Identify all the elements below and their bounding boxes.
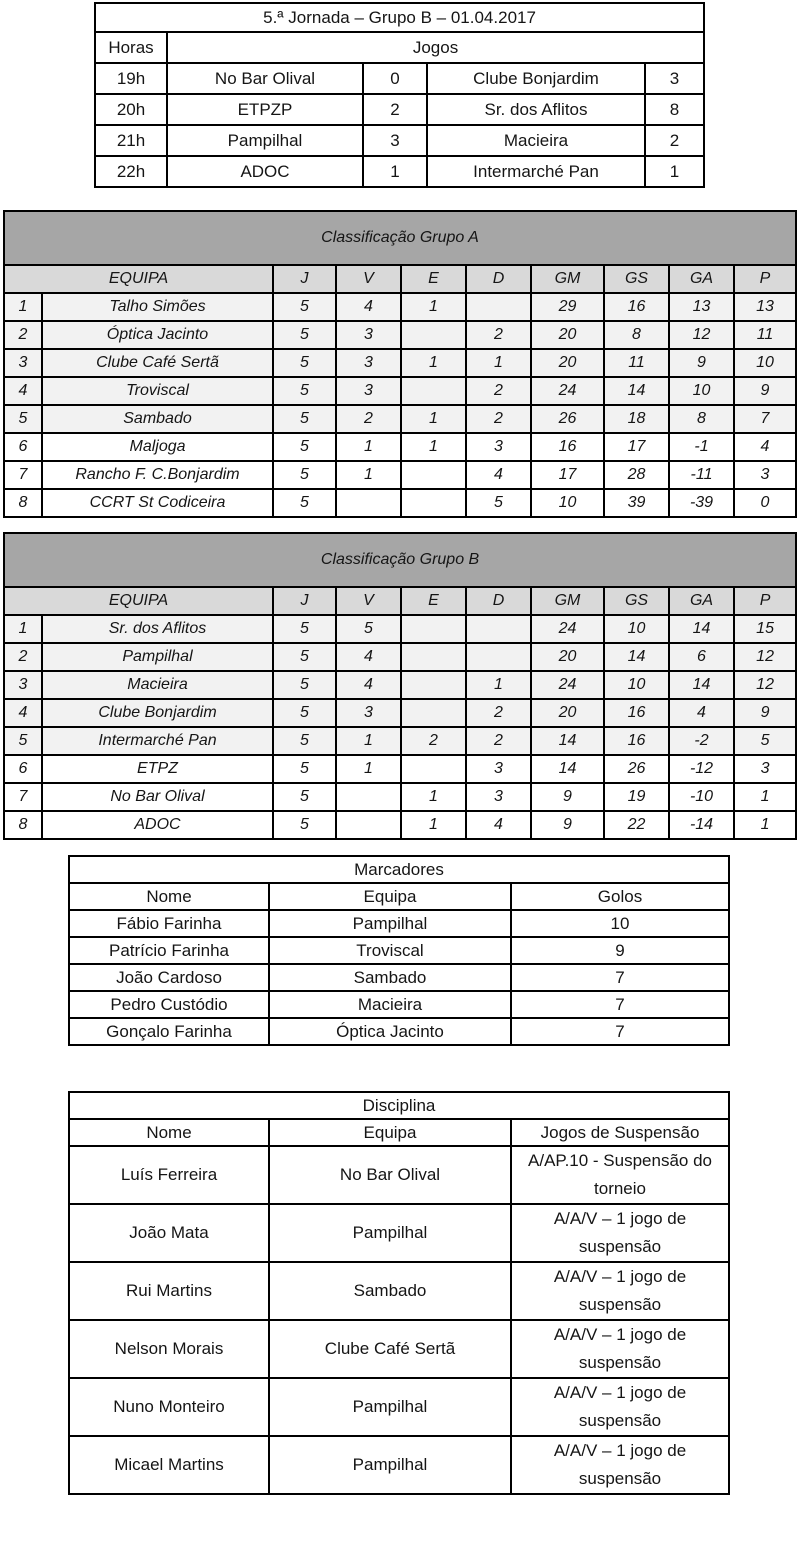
header-j: J [273, 587, 336, 615]
draws-cell [401, 615, 466, 643]
position-cell: 7 [4, 783, 42, 811]
player-name-cell: Nuno Monteiro [69, 1378, 269, 1436]
header-e: E [401, 587, 466, 615]
losses-cell: 2 [466, 377, 531, 405]
losses-cell: 3 [466, 433, 531, 461]
header-e: E [401, 265, 466, 293]
match-time-cell: 20h [95, 94, 167, 125]
played-cell: 5 [273, 783, 336, 811]
team-cell: Clube Café Sertã [42, 349, 273, 377]
suspension-text: A/AP.10 - Suspensão do torneio [528, 1151, 713, 1198]
losses-cell: 3 [466, 783, 531, 811]
position-cell: 8 [4, 811, 42, 839]
draws-cell [401, 321, 466, 349]
goals-for-cell: 20 [531, 699, 604, 727]
player-team-cell: Óptica Jacinto [269, 1018, 511, 1045]
goals-for-cell: 17 [531, 461, 604, 489]
away-score-cell: 1 [645, 156, 704, 187]
header-d: D [466, 587, 531, 615]
header-gs: GS [604, 587, 669, 615]
standings-row [4, 293, 796, 321]
player-name-cell: Rui Martins [69, 1262, 269, 1320]
goals-cell: 7 [511, 1018, 729, 1045]
player-name-cell: Micael Martins [69, 1436, 269, 1494]
scorer-row [69, 964, 729, 991]
team-cell: Talho Simões [42, 293, 273, 321]
standings-row [4, 405, 796, 433]
player-name-cell: João Cardoso [69, 964, 269, 991]
standings-row [4, 783, 796, 811]
header-equipa: EQUIPA [4, 587, 273, 615]
group-a-header-row [4, 265, 796, 293]
played-cell: 5 [273, 377, 336, 405]
losses-cell: 2 [466, 321, 531, 349]
goal-diff-cell: 14 [669, 615, 734, 643]
away-team-cell: Macieira [427, 125, 645, 156]
draws-cell [401, 755, 466, 783]
goals-against-cell: 22 [604, 811, 669, 839]
scorers-table [68, 855, 730, 1046]
discipline-row [69, 1378, 729, 1436]
losses-cell: 1 [466, 671, 531, 699]
goals-against-cell: 14 [604, 643, 669, 671]
suspension-cell [511, 1320, 729, 1378]
goal-diff-cell: -1 [669, 433, 734, 461]
points-cell: 1 [734, 811, 796, 839]
played-cell: 5 [273, 293, 336, 321]
fixtures-table [94, 2, 705, 188]
draws-cell: 1 [401, 783, 466, 811]
goals-against-cell: 26 [604, 755, 669, 783]
team-cell: Óptica Jacinto [42, 321, 273, 349]
losses-cell: 4 [466, 811, 531, 839]
player-name-cell: Pedro Custódio [69, 991, 269, 1018]
draws-cell [401, 377, 466, 405]
home-score-cell: 2 [363, 94, 427, 125]
header-jogos: Jogos [167, 32, 704, 63]
group-b-header-row [4, 587, 796, 615]
position-cell: 2 [4, 321, 42, 349]
position-cell: 5 [4, 727, 42, 755]
header-ga: GA [669, 587, 734, 615]
match-time-cell: 21h [95, 125, 167, 156]
suspension-cell [511, 1204, 729, 1262]
scorer-row [69, 991, 729, 1018]
goal-diff-cell: -2 [669, 727, 734, 755]
goals-against-cell: 16 [604, 727, 669, 755]
wins-cell [336, 783, 401, 811]
scorers-header-row [69, 883, 729, 910]
position-cell: 7 [4, 461, 42, 489]
fixtures-title-row [95, 3, 704, 32]
scorers-title: Marcadores [69, 856, 729, 883]
team-cell: Troviscal [42, 377, 273, 405]
goal-diff-cell: 9 [669, 349, 734, 377]
standings-row [4, 489, 796, 517]
goals-for-cell: 14 [531, 727, 604, 755]
played-cell: 5 [273, 727, 336, 755]
match-row [95, 125, 704, 156]
standings-row [4, 727, 796, 755]
header-equipa: Equipa [269, 1119, 511, 1146]
goals-for-cell: 14 [531, 755, 604, 783]
goals-for-cell: 9 [531, 811, 604, 839]
losses-cell: 1 [466, 349, 531, 377]
played-cell: 5 [273, 811, 336, 839]
position-cell: 1 [4, 615, 42, 643]
match-time-cell: 19h [95, 63, 167, 94]
played-cell: 5 [273, 643, 336, 671]
header-j: J [273, 265, 336, 293]
played-cell: 5 [273, 489, 336, 517]
played-cell: 5 [273, 349, 336, 377]
losses-cell: 3 [466, 755, 531, 783]
team-cell: Sambado [42, 405, 273, 433]
header-p: P [734, 265, 796, 293]
away-team-cell: Sr. dos Aflitos [427, 94, 645, 125]
suspension-text: A/A/V – 1 jogo de suspensão [553, 1325, 687, 1372]
points-cell: 1 [734, 783, 796, 811]
fixtures-title: 5.ª Jornada – Grupo B – 01.04.2017 [95, 3, 704, 32]
goals-against-cell: 19 [604, 783, 669, 811]
header-horas: Horas [95, 32, 167, 63]
wins-cell: 3 [336, 321, 401, 349]
discipline-header-row [69, 1119, 729, 1146]
wins-cell [336, 489, 401, 517]
standings-row [4, 433, 796, 461]
points-cell: 10 [734, 349, 796, 377]
goals-cell: 7 [511, 991, 729, 1018]
home-team-cell: No Bar Olival [167, 63, 363, 94]
player-name-cell: Luís Ferreira [69, 1146, 269, 1204]
header-ga: GA [669, 265, 734, 293]
discipline-row [69, 1262, 729, 1320]
goals-against-cell: 18 [604, 405, 669, 433]
player-name-cell: João Mata [69, 1204, 269, 1262]
losses-cell [466, 615, 531, 643]
home-team-cell: ETPZP [167, 94, 363, 125]
team-cell: ADOC [42, 811, 273, 839]
goals-against-cell: 28 [604, 461, 669, 489]
losses-cell [466, 293, 531, 321]
position-cell: 4 [4, 699, 42, 727]
position-cell: 1 [4, 293, 42, 321]
position-cell: 3 [4, 349, 42, 377]
played-cell: 5 [273, 615, 336, 643]
draws-cell [401, 671, 466, 699]
standings-row [4, 699, 796, 727]
wins-cell [336, 811, 401, 839]
header-equipa: EQUIPA [4, 265, 273, 293]
goal-diff-cell: -14 [669, 811, 734, 839]
match-row [95, 94, 704, 125]
discipline-row [69, 1436, 729, 1494]
standings-row [4, 671, 796, 699]
team-cell: Macieira [42, 671, 273, 699]
standings-row [4, 461, 796, 489]
standings-row [4, 321, 796, 349]
draws-cell: 1 [401, 811, 466, 839]
team-cell: Rancho F. C.Bonjardim [42, 461, 273, 489]
wins-cell: 1 [336, 433, 401, 461]
goals-against-cell: 10 [604, 671, 669, 699]
standings-row [4, 811, 796, 839]
standings-row [4, 755, 796, 783]
points-cell: 9 [734, 377, 796, 405]
discipline-row [69, 1146, 729, 1204]
header-nome: Nome [69, 1119, 269, 1146]
goals-for-cell: 10 [531, 489, 604, 517]
away-score-cell: 2 [645, 125, 704, 156]
goals-for-cell: 24 [531, 671, 604, 699]
away-score-cell: 3 [645, 63, 704, 94]
goals-for-cell: 9 [531, 783, 604, 811]
suspension-text: A/A/V – 1 jogo de suspensão [553, 1441, 687, 1488]
goals-against-cell: 14 [604, 377, 669, 405]
group-b-title: Classificação Grupo B [4, 533, 796, 587]
player-name-cell: Fábio Farinha [69, 910, 269, 937]
goal-diff-cell: 4 [669, 699, 734, 727]
goal-diff-cell: 13 [669, 293, 734, 321]
scorers-title-row [69, 856, 729, 883]
position-cell: 2 [4, 643, 42, 671]
draws-cell: 1 [401, 405, 466, 433]
standings-row [4, 349, 796, 377]
home-score-cell: 3 [363, 125, 427, 156]
standings-row [4, 643, 796, 671]
goal-diff-cell: 6 [669, 643, 734, 671]
losses-cell [466, 643, 531, 671]
player-team-cell: Sambado [269, 1262, 511, 1320]
goals-against-cell: 17 [604, 433, 669, 461]
team-cell: Maljoga [42, 433, 273, 461]
header-p: P [734, 587, 796, 615]
suspension-text: A/A/V – 1 jogo de suspensão [553, 1209, 687, 1256]
home-score-cell: 1 [363, 156, 427, 187]
header-golos: Golos [511, 883, 729, 910]
points-cell: 3 [734, 461, 796, 489]
goals-for-cell: 26 [531, 405, 604, 433]
draws-cell [401, 461, 466, 489]
wins-cell: 5 [336, 615, 401, 643]
team-cell: Pampilhal [42, 643, 273, 671]
group-b-table [3, 532, 797, 840]
goals-cell: 10 [511, 910, 729, 937]
goals-for-cell: 20 [531, 643, 604, 671]
draws-cell: 1 [401, 293, 466, 321]
away-team-cell: Intermarché Pan [427, 156, 645, 187]
scorer-row [69, 1018, 729, 1045]
goals-against-cell: 16 [604, 293, 669, 321]
played-cell: 5 [273, 461, 336, 489]
header-v: V [336, 265, 401, 293]
home-score-cell: 0 [363, 63, 427, 94]
wins-cell: 2 [336, 405, 401, 433]
team-cell: Clube Bonjardim [42, 699, 273, 727]
player-team-cell: Pampilhal [269, 1204, 511, 1262]
goal-diff-cell: -11 [669, 461, 734, 489]
wins-cell: 1 [336, 461, 401, 489]
header-gs: GS [604, 265, 669, 293]
discipline-title: Disciplina [69, 1092, 729, 1119]
goal-diff-cell: -10 [669, 783, 734, 811]
goal-diff-cell: 14 [669, 671, 734, 699]
player-team-cell: No Bar Olival [269, 1146, 511, 1204]
away-score-cell: 8 [645, 94, 704, 125]
group-b-title-row [4, 533, 796, 587]
team-cell: No Bar Olival [42, 783, 273, 811]
losses-cell: 2 [466, 405, 531, 433]
suspension-cell [511, 1436, 729, 1494]
suspension-cell [511, 1146, 729, 1204]
points-cell: 4 [734, 433, 796, 461]
team-cell: Intermarché Pan [42, 727, 273, 755]
points-cell: 12 [734, 671, 796, 699]
suspension-cell [511, 1262, 729, 1320]
home-team-cell: Pampilhal [167, 125, 363, 156]
wins-cell: 1 [336, 755, 401, 783]
draws-cell: 2 [401, 727, 466, 755]
draws-cell [401, 699, 466, 727]
wins-cell: 4 [336, 643, 401, 671]
goals-for-cell: 24 [531, 615, 604, 643]
points-cell: 11 [734, 321, 796, 349]
goals-cell: 9 [511, 937, 729, 964]
position-cell: 8 [4, 489, 42, 517]
goals-for-cell: 20 [531, 349, 604, 377]
group-a-title-row [4, 211, 796, 265]
fixtures-header-row [95, 32, 704, 63]
suspension-text: A/A/V – 1 jogo de suspensão [553, 1383, 687, 1430]
player-team-cell: Clube Café Sertã [269, 1320, 511, 1378]
points-cell: 5 [734, 727, 796, 755]
match-row [95, 156, 704, 187]
played-cell: 5 [273, 433, 336, 461]
wins-cell: 3 [336, 349, 401, 377]
home-team-cell: ADOC [167, 156, 363, 187]
played-cell: 5 [273, 671, 336, 699]
goals-cell: 7 [511, 964, 729, 991]
goals-for-cell: 20 [531, 321, 604, 349]
scorer-row [69, 937, 729, 964]
played-cell: 5 [273, 699, 336, 727]
scorer-row [69, 910, 729, 937]
wins-cell: 4 [336, 293, 401, 321]
header-v: V [336, 587, 401, 615]
standings-row [4, 615, 796, 643]
played-cell: 5 [273, 405, 336, 433]
position-cell: 5 [4, 405, 42, 433]
losses-cell: 2 [466, 727, 531, 755]
wins-cell: 3 [336, 699, 401, 727]
points-cell: 12 [734, 643, 796, 671]
player-name-cell: Gonçalo Farinha [69, 1018, 269, 1045]
draws-cell [401, 489, 466, 517]
points-cell: 9 [734, 699, 796, 727]
position-cell: 6 [4, 433, 42, 461]
discipline-table [68, 1091, 730, 1495]
group-a-title: Classificação Grupo A [4, 211, 796, 265]
played-cell: 5 [273, 755, 336, 783]
discipline-row [69, 1204, 729, 1262]
position-cell: 6 [4, 755, 42, 783]
goal-diff-cell: 8 [669, 405, 734, 433]
draws-cell [401, 643, 466, 671]
goals-against-cell: 8 [604, 321, 669, 349]
goals-against-cell: 10 [604, 615, 669, 643]
losses-cell: 4 [466, 461, 531, 489]
points-cell: 0 [734, 489, 796, 517]
header-gm: GM [531, 587, 604, 615]
goals-for-cell: 24 [531, 377, 604, 405]
player-team-cell: Macieira [269, 991, 511, 1018]
player-team-cell: Pampilhal [269, 1436, 511, 1494]
wins-cell: 3 [336, 377, 401, 405]
standings-row [4, 377, 796, 405]
suspension-cell [511, 1378, 729, 1436]
losses-cell: 2 [466, 699, 531, 727]
page [0, 2, 800, 1562]
points-cell: 7 [734, 405, 796, 433]
position-cell: 4 [4, 377, 42, 405]
wins-cell: 4 [336, 671, 401, 699]
player-team-cell: Pampilhal [269, 1378, 511, 1436]
position-cell: 3 [4, 671, 42, 699]
header-gm: GM [531, 265, 604, 293]
team-cell: Sr. dos Aflitos [42, 615, 273, 643]
match-row [95, 63, 704, 94]
discipline-title-row [69, 1092, 729, 1119]
player-name-cell: Patrício Farinha [69, 937, 269, 964]
goals-for-cell: 16 [531, 433, 604, 461]
header-nome: Nome [69, 883, 269, 910]
goals-against-cell: 39 [604, 489, 669, 517]
losses-cell: 5 [466, 489, 531, 517]
goal-diff-cell: -12 [669, 755, 734, 783]
discipline-row [69, 1320, 729, 1378]
player-team-cell: Sambado [269, 964, 511, 991]
suspension-text: A/A/V – 1 jogo de suspensão [553, 1267, 687, 1314]
points-cell: 3 [734, 755, 796, 783]
goal-diff-cell: 12 [669, 321, 734, 349]
goals-for-cell: 29 [531, 293, 604, 321]
wins-cell: 1 [336, 727, 401, 755]
goals-against-cell: 16 [604, 699, 669, 727]
draws-cell: 1 [401, 349, 466, 377]
player-name-cell: Nelson Morais [69, 1320, 269, 1378]
match-time-cell: 22h [95, 156, 167, 187]
points-cell: 15 [734, 615, 796, 643]
away-team-cell: Clube Bonjardim [427, 63, 645, 94]
header-d: D [466, 265, 531, 293]
team-cell: CCRT St Codiceira [42, 489, 273, 517]
group-a-table [3, 210, 797, 518]
goal-diff-cell: -39 [669, 489, 734, 517]
goal-diff-cell: 10 [669, 377, 734, 405]
header-suspensao: Jogos de Suspensão [511, 1119, 729, 1146]
draws-cell: 1 [401, 433, 466, 461]
played-cell: 5 [273, 321, 336, 349]
player-team-cell: Troviscal [269, 937, 511, 964]
goals-against-cell: 11 [604, 349, 669, 377]
team-cell: ETPZ [42, 755, 273, 783]
player-team-cell: Pampilhal [269, 910, 511, 937]
points-cell: 13 [734, 293, 796, 321]
header-equipa: Equipa [269, 883, 511, 910]
